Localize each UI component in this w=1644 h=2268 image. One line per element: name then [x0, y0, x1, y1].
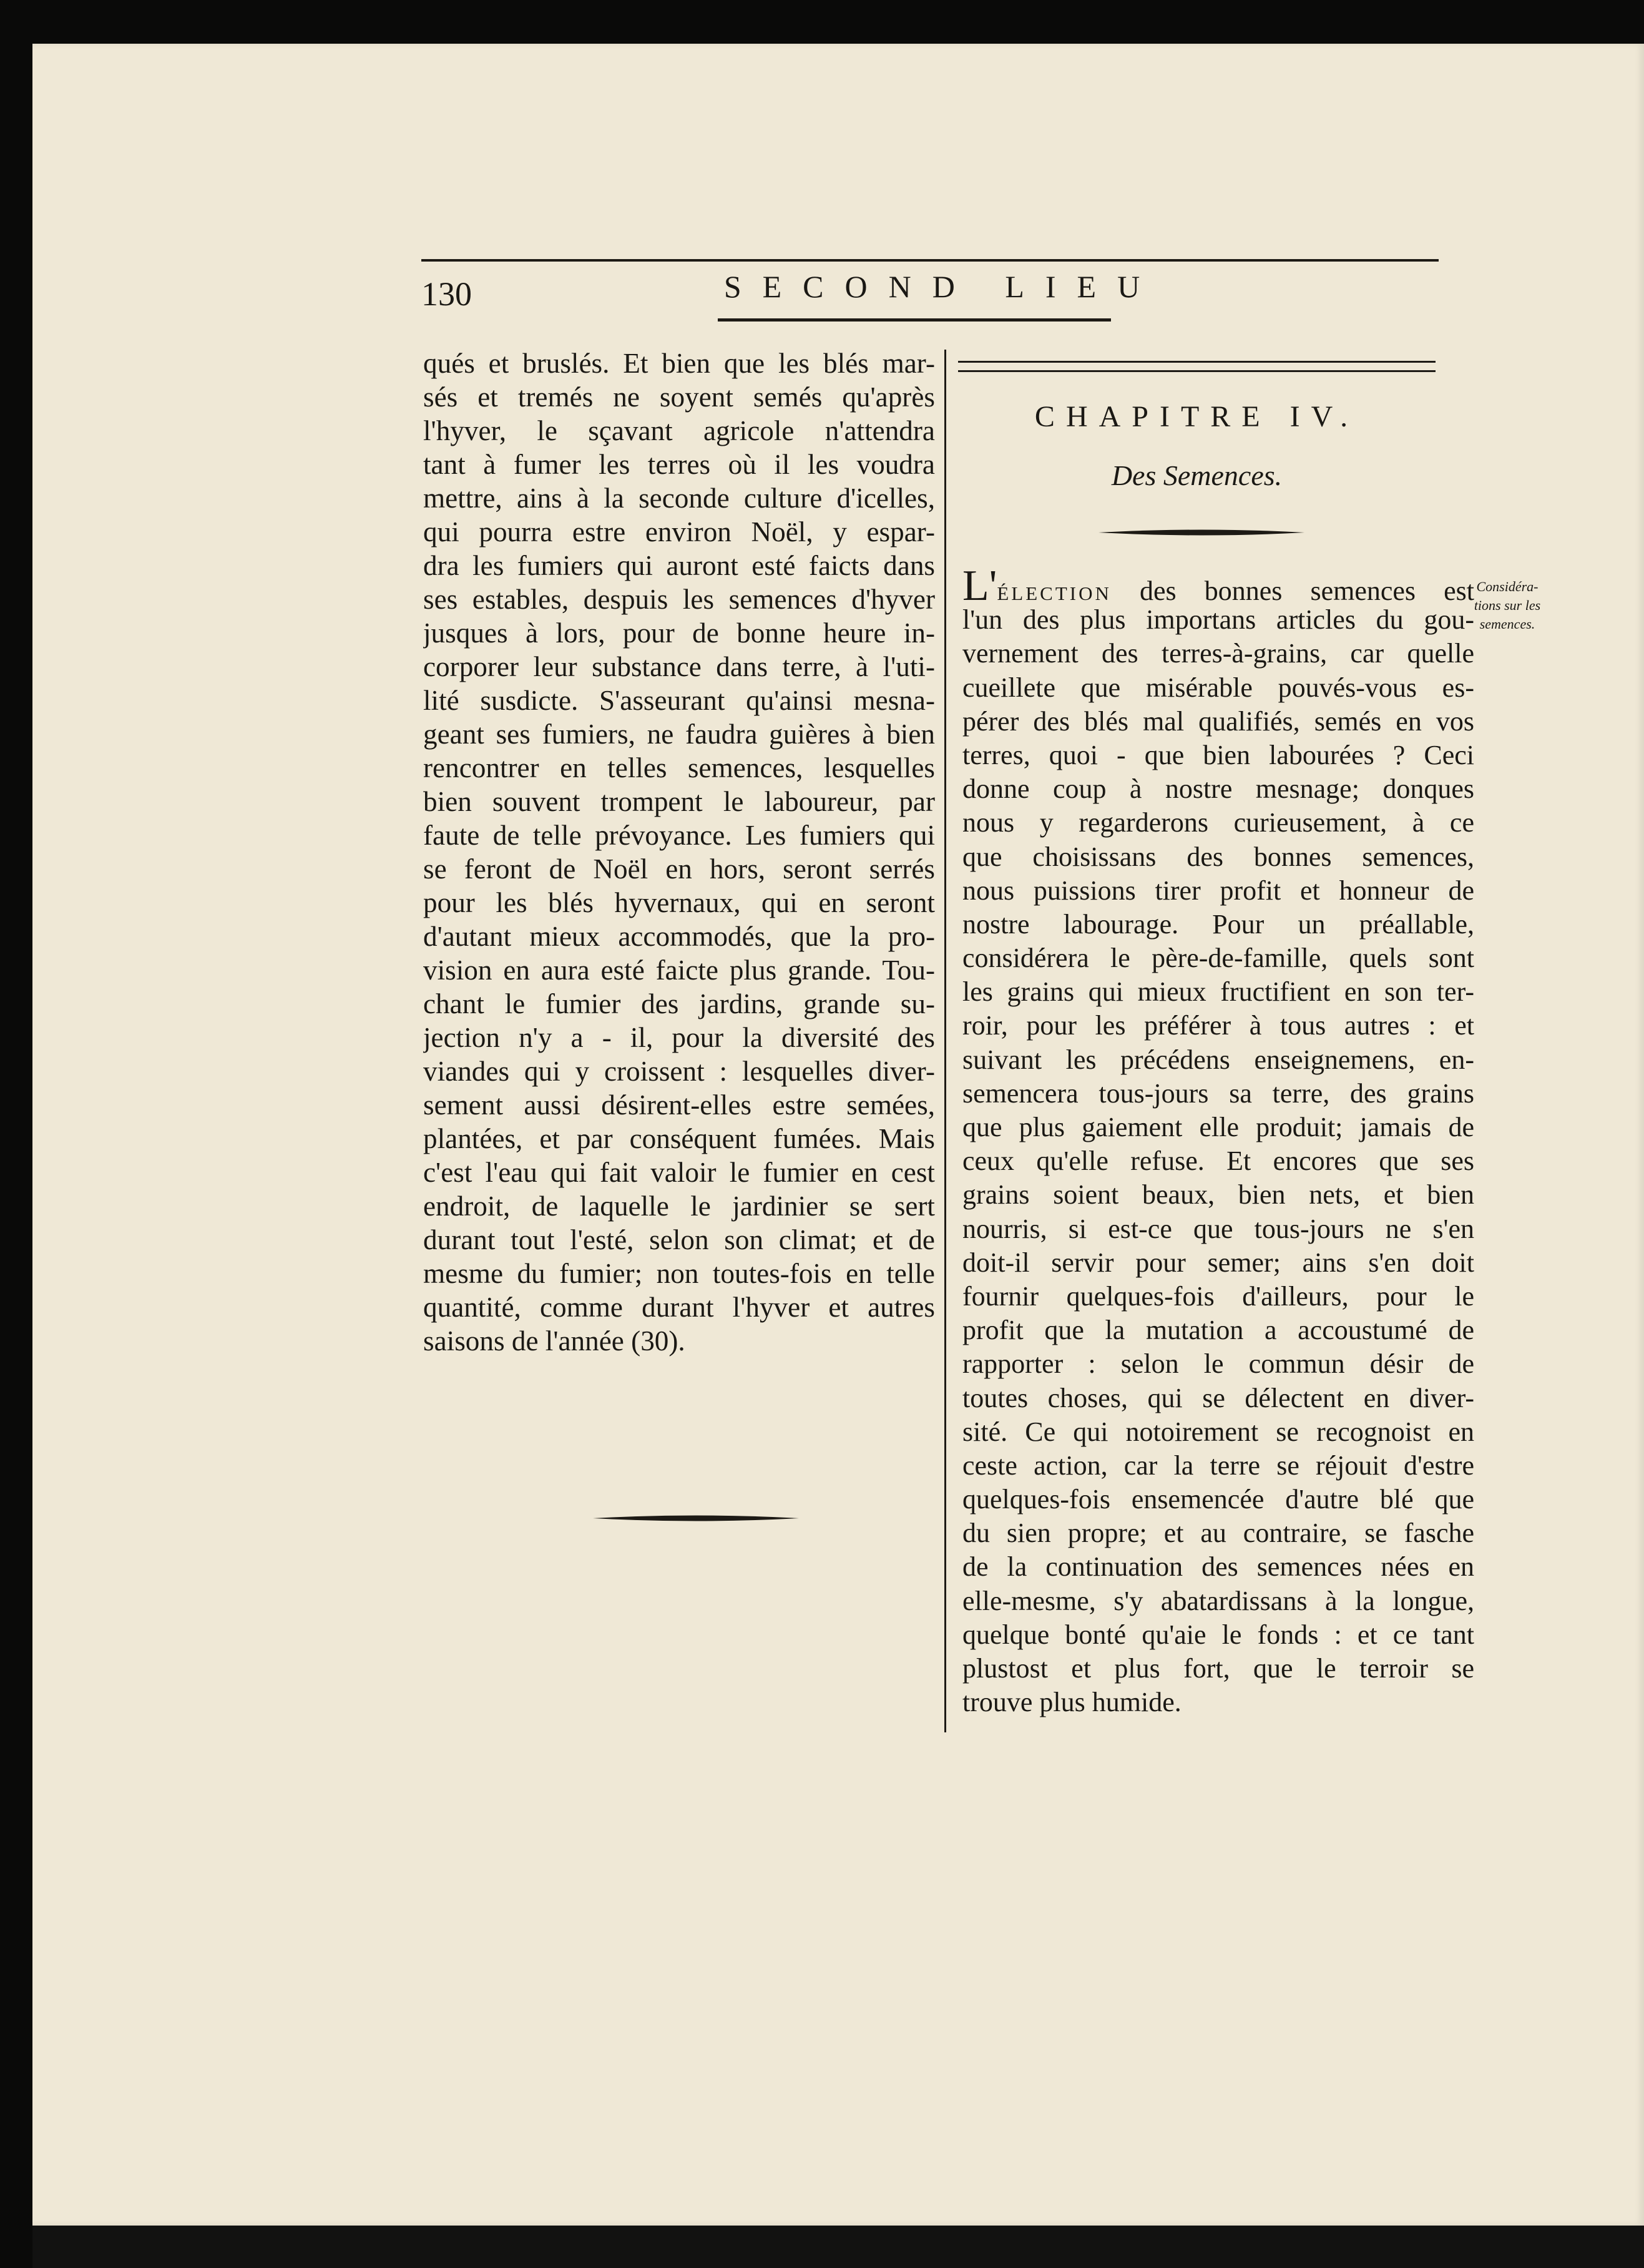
text-line: quantité, comme durant l'hyver et autres [423, 1292, 935, 1323]
text-line: dra les fumiers qui auront esté faicts dans [423, 550, 935, 581]
text-line: ceux qu'elle refuse. Et encores que ses [962, 1146, 1474, 1177]
right-text-column [962, 569, 1474, 1719]
first-line-rest: des bonnes semences est [1111, 576, 1474, 604]
text-line: qui pourra estre environ Noël, y espar- [423, 516, 935, 547]
end-ornament-rule [593, 1513, 799, 1523]
text-line: toutes choses, qui se délectent en diver- [962, 1382, 1474, 1413]
text-line: nostre labourage. Pour un préallable, [962, 908, 1474, 940]
small-caps-word: élection [997, 576, 1112, 604]
text-line: d'autant mieux accommodés, que la pro- [423, 921, 935, 952]
text-line: pour les blés hyvernaux, qui en seront [423, 887, 935, 918]
text-line: roir, pour les préférer à tous autres : et [962, 1010, 1474, 1041]
chapter-subtitle: Des Semences. [1111, 459, 1283, 491]
text-line: de la continuation des semences nées en [962, 1551, 1474, 1583]
text-line: mesme du fumier; non toutes-fois en telle [423, 1258, 935, 1289]
text-line: chant le fumier des jardins, grande su- [423, 988, 935, 1019]
text-line: plustost et plus fort, que le terroir se [962, 1653, 1474, 1684]
text-line: que choisissans des bonnes semences, [962, 841, 1474, 872]
text-line: ceste action, car la terre se réjouit d'estre [962, 1450, 1474, 1481]
chapter-double-rule [958, 361, 1436, 372]
first-line [962, 569, 1474, 603]
drop-cap: L' [962, 569, 997, 604]
scan-border [32, 2226, 1644, 2268]
text-line: ses estables, despuis les semences d'hyver [423, 584, 935, 615]
text-line: grains soient beaux, bien nets, et bien [962, 1179, 1474, 1210]
text-line: quelque bonté qu'aie le fonds : et ce tant [962, 1619, 1474, 1650]
text-line: faute de telle prévoyance. Les fumiers qui [423, 820, 935, 851]
text-line: du sien propre; et au contraire, se fasche [962, 1518, 1474, 1549]
text-line: fournir quelques-fois d'ailleurs, pour le [962, 1280, 1474, 1312]
text-line: que plus gaiement elle produit; jamais de [962, 1112, 1474, 1142]
text-line: saisons de l'année (30). [423, 1325, 685, 1357]
text-line: viandes qui y croissent : lesquelles diver- [423, 1056, 935, 1087]
text-line: nous y regarderons curieusement, à ce [962, 807, 1474, 838]
text-line: mettre, ains à la seconde culture d'icelles, [423, 483, 935, 514]
text-line: nourris, si est-ce que tous-jours ne s'en [962, 1213, 1474, 1244]
margin-note-line: semences. [1479, 616, 1535, 632]
text-line: donne coup à nostre mesnage; donques [962, 773, 1474, 805]
text-line: semencera tous-jours sa terre, des grains [962, 1078, 1474, 1109]
text-line: c'est l'eau qui fait valoir le fumier en cest [423, 1157, 935, 1188]
text-line: trouve plus humide. [962, 1687, 1182, 1718]
text-line: plantées, et par conséquent fumées. Mais [423, 1123, 935, 1154]
chapter-ornament-rule [1098, 528, 1304, 538]
text-line: qués et bruslés. Et bien que les blés mar- [423, 348, 935, 379]
text-line: tant à fumer les terres où il les voudra [423, 449, 935, 480]
text-line: durant tout l'esté, selon son climat; et de [423, 1224, 935, 1255]
text-line: sés et tremés ne soyent semés qu'après [423, 381, 935, 413]
text-line: vernement des terres-à-grains, car quelle [962, 638, 1474, 669]
text-line: l'un des plus importans articles du gou- [962, 604, 1474, 636]
text-line: jection n'y a - il, pour la diversité des [423, 1022, 935, 1053]
chapter-title: CHAPITRE IV. [1034, 400, 1359, 433]
column-divider [944, 350, 946, 1732]
text-line: endroit, de laquelle le jardinier se sert [423, 1190, 935, 1222]
text-line: profit que la mutation a accoustumé de [962, 1315, 1474, 1346]
text-line: lité susdicte. S'asseurant qu'ainsi mesna- [423, 685, 935, 716]
text-line: geant ses fumiers, ne faudra guières à bien [423, 719, 935, 750]
text-line: jusques à lors, pour de bonne heure in- [423, 617, 935, 649]
text-line: doit-il servir pour semer; ains s'en doit [962, 1247, 1474, 1278]
text-line: nous puissions tirer profit et honneur de [962, 875, 1474, 906]
margin-note-line: tions sur les [1474, 597, 1541, 613]
text-line: cueillete que misérable pouvés-vous es- [962, 672, 1474, 703]
text-line: vision en aura esté faicte plus grande. Tou- [423, 955, 935, 986]
text-line: considérera le père-de-famille, quels sont [962, 943, 1474, 974]
text-line: bien souvent trompent le laboureur, par [423, 786, 935, 817]
running-head-underline [718, 318, 1111, 322]
running-head: SECOND LIEU [723, 269, 1162, 304]
margin-note-line: Considéra- [1476, 579, 1539, 594]
text-line: les grains qui mieux fructifient en son ter- [962, 976, 1474, 1008]
text-line: pérer des blés mal qualifiés, semés en vos [962, 705, 1474, 737]
text-line: sement aussi désirent-elles estre semées, [423, 1089, 935, 1121]
text-line: rapporter : selon le commun désir de [962, 1348, 1474, 1380]
header-rule [421, 259, 1439, 262]
margin-note [1461, 577, 1554, 634]
text-line: corporer leur substance dans terre, à l'uti- [423, 651, 935, 682]
text-line: quelques-fois ensemencée d'autre blé que [962, 1484, 1474, 1515]
text-line: l'hyver, le sçavant agricole n'attendra [423, 415, 935, 446]
text-line: terres, quoi - que bien labourées ? Ceci [962, 739, 1474, 770]
page-number: 130 [421, 275, 472, 313]
text-line: suivant les précédens enseignemens, en- [962, 1044, 1474, 1075]
text-line: se feront de Noël en hors, seront serrés [423, 853, 935, 885]
text-line: elle-mesme, s'y abatardissans à la longue, [962, 1585, 1474, 1616]
left-text-column [423, 346, 935, 1358]
text-line: sité. Ce qui notoirement se recognoist en [962, 1416, 1474, 1447]
text-line: rencontrer en telles semences, lesquelles [423, 752, 935, 783]
